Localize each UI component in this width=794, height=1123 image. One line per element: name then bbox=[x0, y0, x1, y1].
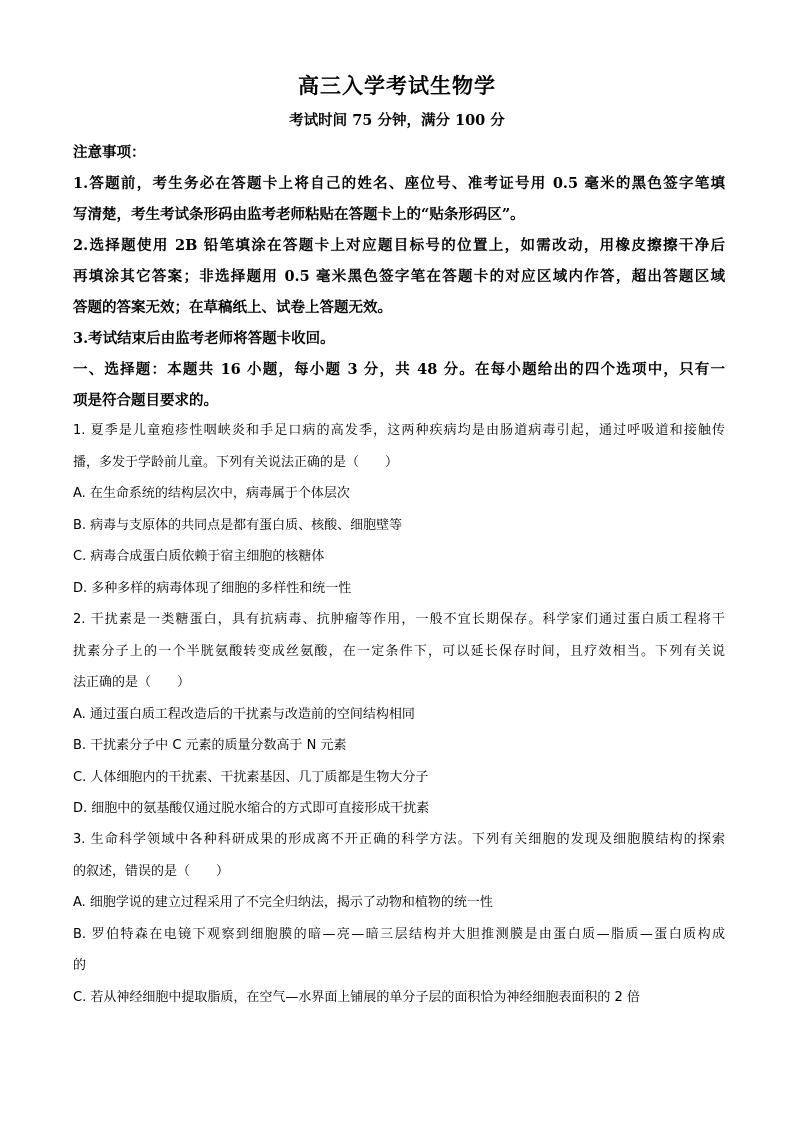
question-3-option-b-line-2: 的 bbox=[73, 958, 87, 973]
question-3 bbox=[73, 824, 725, 1013]
notice-heading: 注意事项： bbox=[73, 144, 146, 161]
question-2-option-b: B. 干扰素分子中 C 元素的质量分数高于 N 元素 bbox=[73, 738, 347, 753]
question-3-option-b-line-1: B. 罗伯特森在电镜下观察到细胞膜的暗—亮—暗三层结构并大胆推测膜是由蛋白质—脂质—蛋白质构成 bbox=[73, 926, 725, 942]
question-1-stem-line-1: 1. 夏季是儿童疱疹性咽峡炎和手足口病的高发季，这两种疾病均是由肠道病毒引起，通过呼吸道和接触传 bbox=[73, 423, 725, 438]
question-1-option-c: C. 病毒合成蛋白质依赖于宿主细胞的核糖体 bbox=[73, 549, 325, 564]
question-3-option-a: A. 细胞学说的建立过程采用了不完全归纳法，揭示了动物和植物的统一性 bbox=[73, 895, 493, 910]
notice-item-2-line-2: 再填涂其它答案；非选择题用 0.5 毫米黑色签字笔在答题卡的对应区域内作答，超出答题区域 bbox=[73, 268, 725, 285]
notice-item-2-line-1: 2.选择题使用 2B 铅笔填涂在答题卡上对应题目标号的位置上，如需改动，用橡皮擦擦干净后 bbox=[73, 237, 725, 254]
question-3-option-c: C. 若从神经细胞中提取脂质，在空气—水界面上铺展的单分子层的面积恰为神经细胞表面积的 2 倍 bbox=[73, 989, 640, 1005]
section-1-heading-line-1: 一、选择题：本题共 16 小题，每小题 3 分，共 48 分。在每小题给出的四个选项中，只有一 bbox=[73, 361, 725, 378]
question-2-stem-line-3: 法正确的是（ ） bbox=[73, 675, 191, 690]
page-title: 高三入学考试生物学 bbox=[298, 73, 496, 98]
question-1-stem-line-2: 播，多发于学龄前儿童。下列有关说法正确的是（ ） bbox=[73, 454, 399, 470]
question-2-option-d: D. 细胞中的氨基酸仅通过脱水缩合的方式即可直接形成干扰素 bbox=[73, 801, 430, 816]
exam-duration-and-score: 考试时间 75 分钟，满分 100 分 bbox=[289, 112, 505, 129]
question-3-stem-line-1: 3. 生命科学领域中各种科研成果的形成离不开正确的科学方法。下列有关细胞的发现及细胞膜结构的探索 bbox=[73, 832, 725, 847]
question-1-option-a: A. 在生命系统的结构层次中，病毒属于个体层次 bbox=[73, 486, 350, 501]
question-2 bbox=[73, 604, 725, 825]
notice-item-2-line-3: 答题的答案无效；在草稿纸上、试卷上答题无效。 bbox=[73, 299, 392, 316]
notice-item-1-line-2: 写清楚，考生考试条形码由监考老师粘贴在答题卡上的“贴条形码区”。 bbox=[73, 206, 525, 223]
notice-section bbox=[73, 137, 725, 416]
question-1 bbox=[73, 415, 725, 604]
question-3-stem-line-2: 的叙述，错误的是（ ） bbox=[73, 863, 230, 879]
question-2-stem-line-2: 扰素分子上的一个半胱氨酸转变成丝氨酸，在一定条件下，可以延长保存时间，且疗效相当。下列有关说 bbox=[73, 643, 725, 659]
notice-item-3: 3.考试结束后由监考老师将答题卡收回。 bbox=[73, 330, 335, 347]
question-2-option-c: C. 人体细胞内的干扰素、干扰素基因、几丁质都是生物大分子 bbox=[73, 769, 429, 785]
question-1-option-b: B. 病毒与支原体的共同点是都有蛋白质、核酸、细胞壁等 bbox=[73, 517, 403, 533]
question-1-option-d: D. 多种多样的病毒体现了细胞的多样性和统一性 bbox=[73, 580, 352, 596]
notice-item-1-line-1: 1.答题前，考生务必在答题卡上将自己的姓名、座位号、准考证号用 0.5 毫米的黑色签字笔填 bbox=[73, 175, 725, 192]
section-1-heading-line-2: 项是符合题目要求的。 bbox=[73, 392, 218, 409]
question-2-stem-line-1: 2. 干扰素是一类糖蛋白，具有抗病毒、抗肿瘤等作用，一般不宜长期保存。科学家们通过蛋白质工程将干 bbox=[73, 612, 725, 627]
question-2-option-a: A. 通过蛋白质工程改造后的干扰素与改造前的空间结构相同 bbox=[73, 706, 415, 722]
